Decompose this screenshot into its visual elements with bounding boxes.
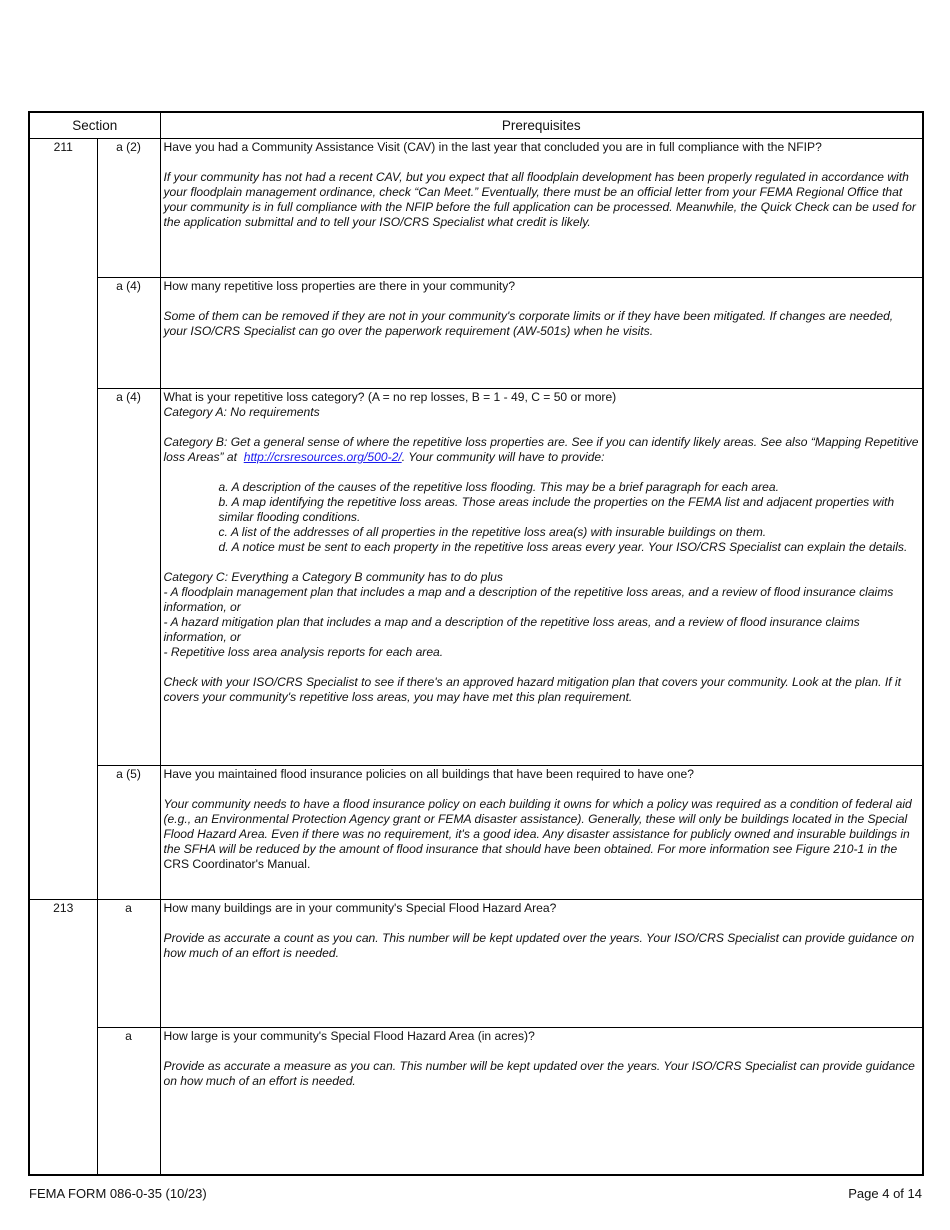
section-number: 211 <box>29 139 97 900</box>
question-text: How many buildings are in your community's Special Flood Hazard Area? <box>163 901 557 915</box>
page-number: Page 4 of 14 <box>848 1186 922 1201</box>
guidance-note: If your community has not had a recent CAV, but you expect that all floodplain development has been properly regulated in accordance with your floodplain management ordinance, check “Can Meet.” Eventually, there must be an official letter from your FEMA Regional Office that your community is in full compliance with the NFIP before the full application can be processed. Meanwhile, the Quick Check can be used for the application submittal and to tell your ISO/CRS Specialist what credit is likely. <box>163 170 916 229</box>
question-text: Have you maintained flood insurance policies on all buildings that have been required to have one? <box>163 767 694 781</box>
category-b-item: a. A description of the causes of the repetitive loss flooding. This may be a brief paragraph for each area. <box>218 480 779 494</box>
question-text: What is your repetitive loss category? (A = no rep losses, B = 1 - 49, C = 50 or more) <box>163 390 617 404</box>
prerequisite-cell <box>160 278 923 389</box>
question-text: How many repetitive loss properties are there in your community? <box>163 279 516 293</box>
guidance-note: Provide as accurate a count as you can. This number will be kept updated over the years. Your ISO/CRS Specialist can provide guidance on how much of an effort is needed. <box>163 931 915 960</box>
guidance-note: Some of them can be removed if they are not in your community's corporate limits or if they have been mitigated. If changes are needed, your ISO/CRS Specialist can go over the paperwork requirement (AW-501s) when he visits. <box>163 309 894 338</box>
table-row <box>29 766 923 900</box>
table-header-row <box>29 112 923 139</box>
table-row <box>29 139 923 278</box>
table-row <box>29 278 923 389</box>
subsection-label: a (4) <box>97 278 160 389</box>
category-c-text: Category C: Everything a Category B community has to do plus <box>163 570 503 584</box>
category-b-text: Category B: Get a general sense of where the repetitive loss properties are. See if you can identify likely areas. See also “Mapping Repetitive loss Areas” at http://crsresources.org/500-2/. Your community will have to provide: <box>163 435 919 464</box>
category-c-item: - Repetitive loss area analysis reports for each area. <box>163 645 444 659</box>
prerequisite-cell <box>160 139 923 278</box>
table-row <box>29 389 923 766</box>
table-row <box>29 1028 923 1175</box>
category-b-item: d. A notice must be sent to each property in the repetitive loss areas every year. Your ISO/CRS Specialist can explain the details. <box>218 540 908 554</box>
prerequisite-cell <box>160 900 923 1028</box>
prerequisite-cell <box>160 1028 923 1175</box>
crs-resources-link[interactable]: http://crsresources.org/500-2/ <box>243 450 402 464</box>
category-a-text: Category A: No requirements <box>163 405 320 419</box>
subsection-label: a (4) <box>97 389 160 766</box>
subsection-label: a <box>97 1028 160 1175</box>
form-number: FEMA FORM 086-0-35 (10/23) <box>29 1186 207 1201</box>
subsection-label: a (2) <box>97 139 160 278</box>
category-c-item: - A floodplain management plan that includes a map and a description of the repetitive loss areas, and a review of flood insurance claims information, or <box>163 585 894 614</box>
category-b-item: b. A map identifying the repetitive loss areas. Those areas include the properties on the FEMA list and adjacent properties with similar flooding conditions. <box>218 495 895 524</box>
manual-title: CRS Coordinator's Manual. <box>163 857 311 871</box>
prerequisite-cell <box>160 766 923 900</box>
guidance-note: Your community needs to have a flood insurance policy on each building it owns for which a policy was required as a condition of federal aid (e.g., an Environmental Protection Agency grant or FEMA disaster assistance). Generally, these will only be buildings located in the Special Flood Hazard Area. Even if there was no requirement, it's a good idea. Any disaster assistance for publicly owned and insurable buildings in the SFHA will be reduced by the amount of flood insurance that should have been obtained. For more information see Figure 210-1 in the CRS Coordinator's Manual. <box>163 797 912 871</box>
prerequisites-table <box>28 111 924 1176</box>
check-specialist-note: Check with your ISO/CRS Specialist to see if there's an approved hazard mitigation plan that covers your community. Look at the plan. If it covers your community's repetitive loss areas, you may have met this plan requirement. <box>163 675 901 704</box>
category-c-item: - A hazard mitigation plan that includes a map and a description of the repetitive loss areas, and a review of flood insurance claims information, or <box>163 615 860 644</box>
prerequisites-header: Prerequisites <box>160 112 923 139</box>
section-header: Section <box>29 112 160 139</box>
subsection-label: a (5) <box>97 766 160 900</box>
question-text: Have you had a Community Assistance Visit (CAV) in the last year that concluded you are in full compliance with the NFIP? <box>163 140 822 154</box>
question-text: How large is your community's Special Flood Hazard Area (in acres)? <box>163 1029 535 1043</box>
category-b-item: c. A list of the addresses of all properties in the repetitive loss area(s) with insurable buildings on them. <box>218 525 767 539</box>
guidance-note: Provide as accurate a measure as you can. This number will be kept updated over the years. Your ISO/CRS Specialist can provide guidance on how much of an effort is needed. <box>163 1059 915 1088</box>
section-number: 213 <box>29 900 97 1175</box>
table-row <box>29 900 923 1028</box>
prerequisite-cell <box>160 389 923 766</box>
subsection-label: a <box>97 900 160 1028</box>
